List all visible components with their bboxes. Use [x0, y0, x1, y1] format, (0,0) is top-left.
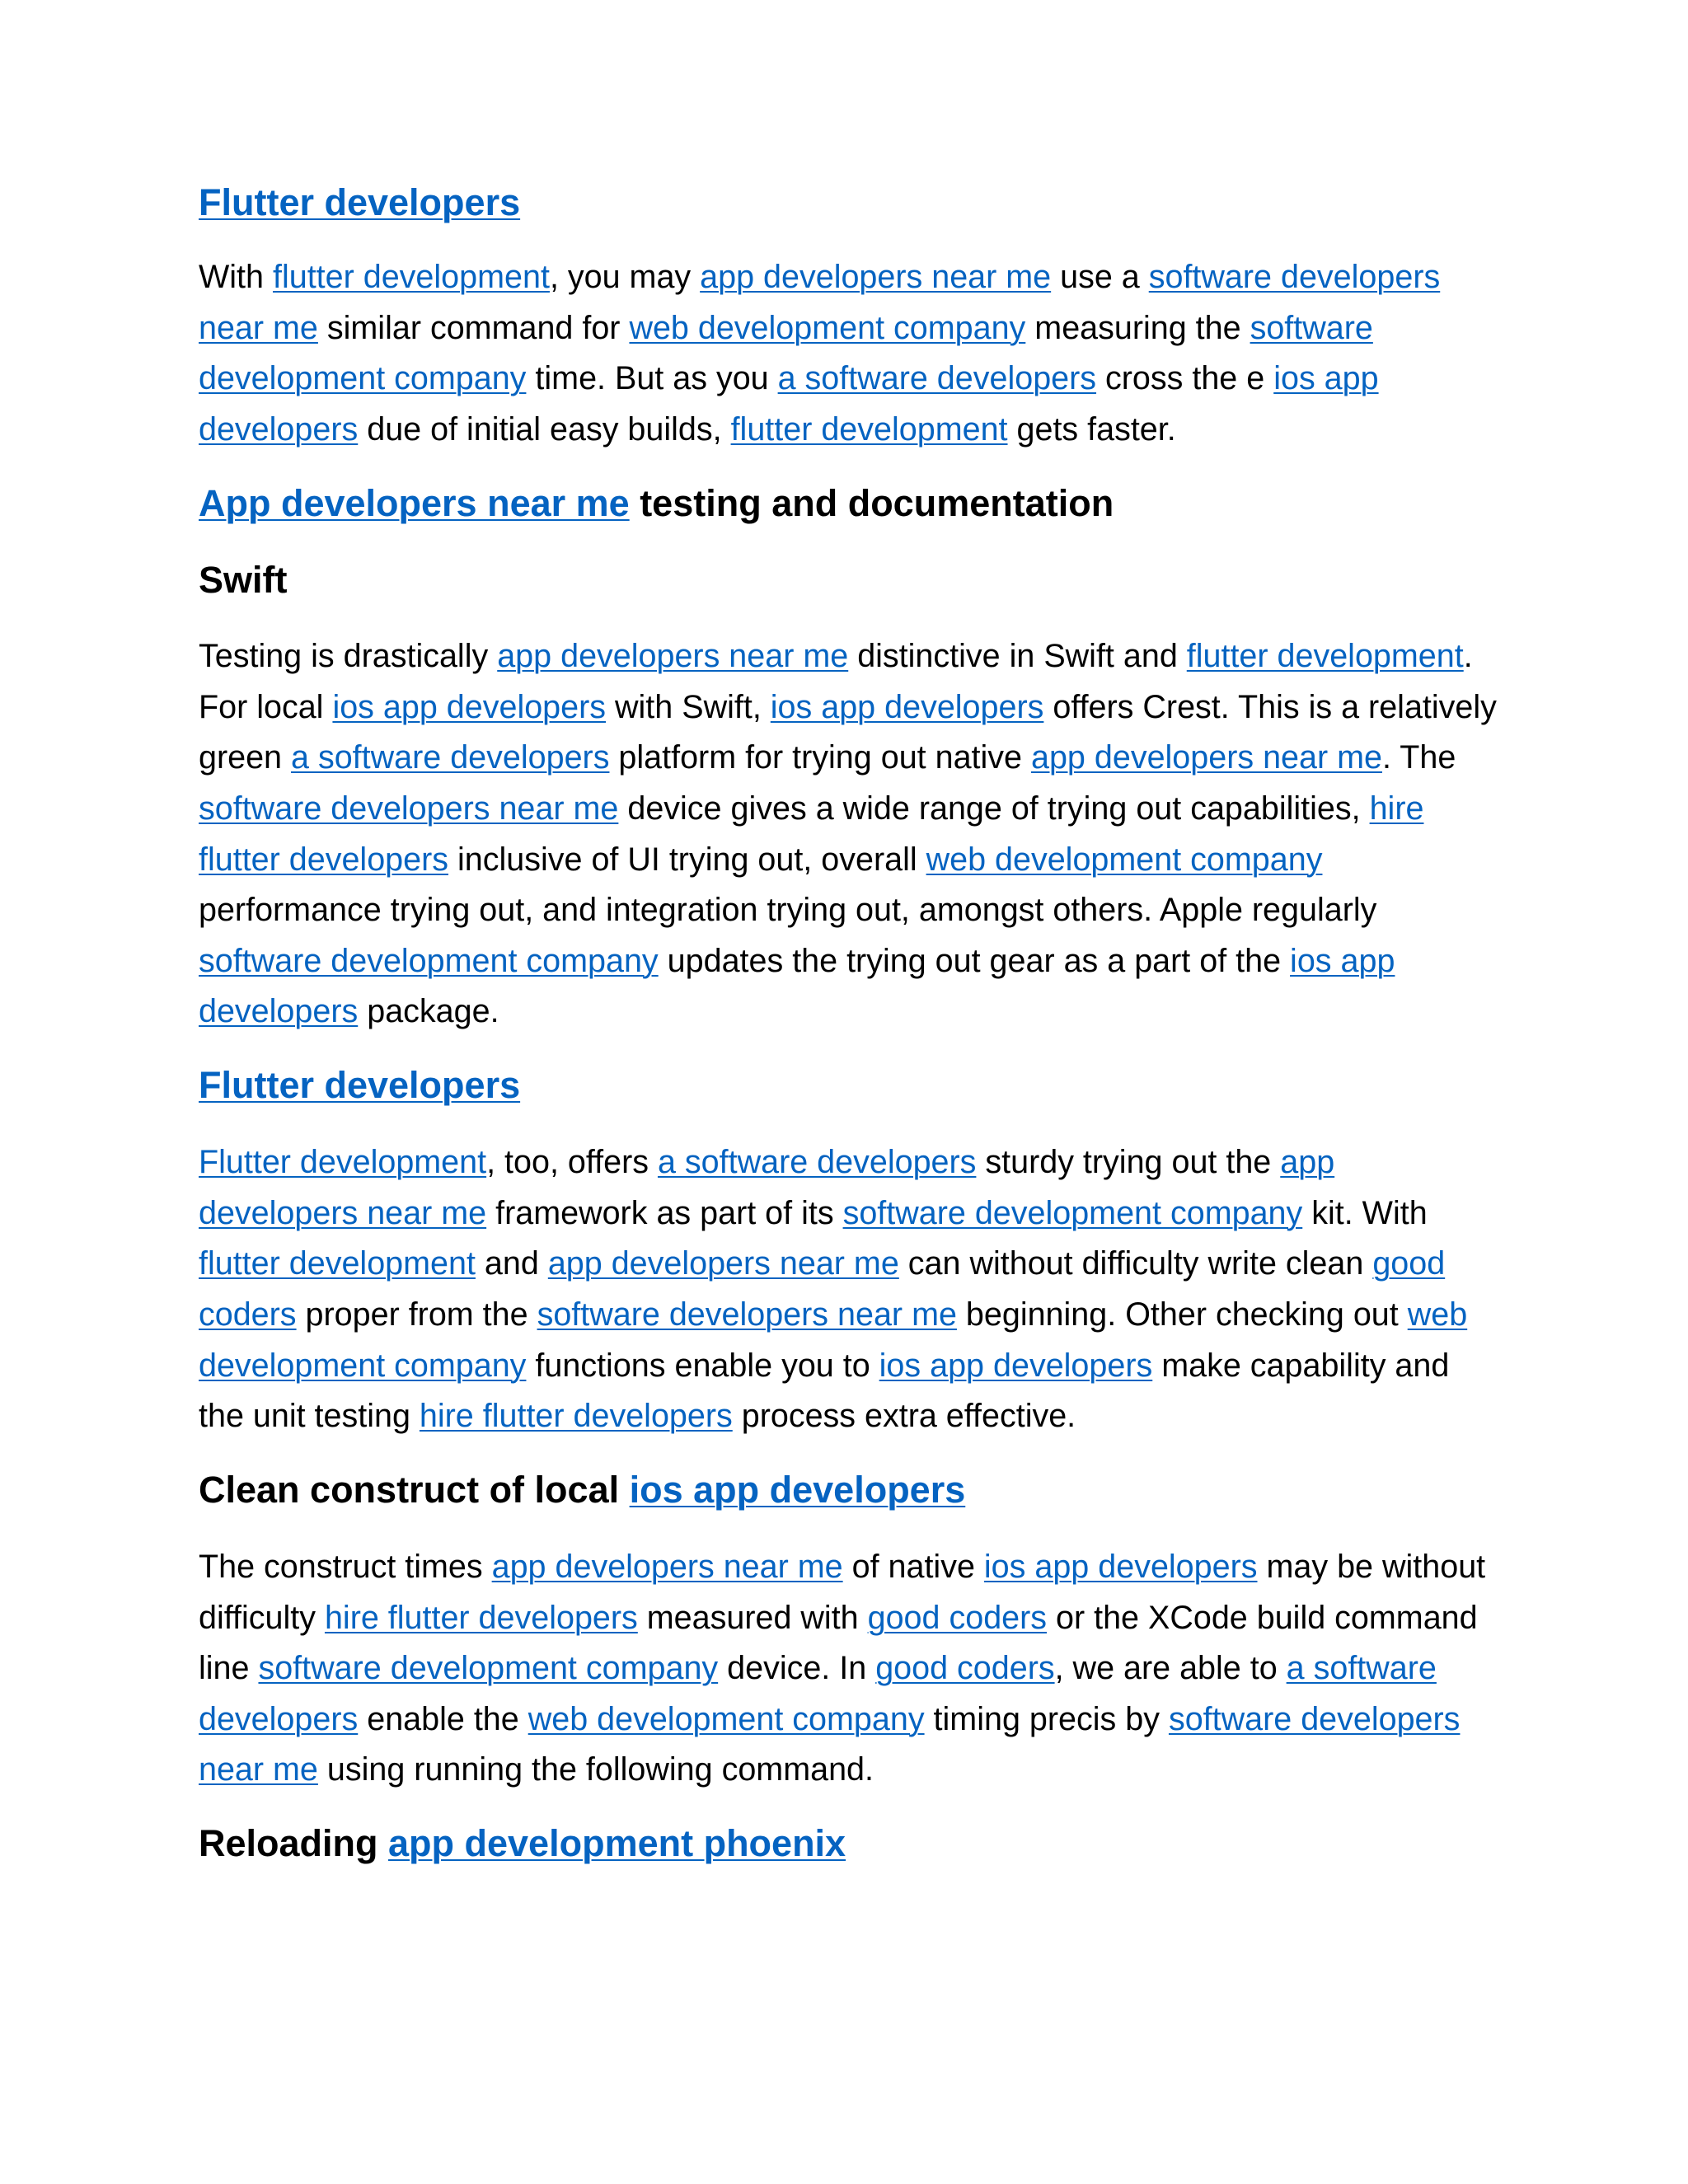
- link-app-developers-near-me[interactable]: app developers near me: [199, 1144, 1335, 1231]
- link-software-developers-near-me[interactable]: software developers near me: [199, 259, 1441, 346]
- link-software-development-company[interactable]: software development company: [842, 1194, 1303, 1231]
- heading-link-flutter-developers[interactable]: Flutter developers: [199, 1063, 521, 1106]
- link-ios-app-developers[interactable]: ios app developers: [332, 688, 607, 725]
- heading-swift: [199, 557, 1501, 603]
- text: device gives a wide range of trying out capabilities,: [618, 790, 1370, 827]
- heading-flutter-developers: [199, 180, 1501, 226]
- document-page: [199, 180, 1501, 1867]
- text: beginning. Other checking out: [956, 1296, 1408, 1333]
- link-web-development-company[interactable]: web development company: [926, 841, 1323, 878]
- link-software-developers-near-me[interactable]: software developers near me: [199, 790, 619, 827]
- link-web-development-company[interactable]: web development company: [199, 1296, 1468, 1384]
- link-ios-app-developers[interactable]: ios app developers: [199, 942, 1395, 1030]
- link-ios-app-developers[interactable]: ios app developers: [199, 360, 1379, 448]
- text: With: [199, 259, 273, 296]
- heading-text: testing and documentation: [629, 481, 1114, 524]
- link-ios-app-developers[interactable]: ios app developers: [879, 1347, 1153, 1384]
- text: . The: [1382, 739, 1456, 776]
- link-software-development-company[interactable]: software development company: [258, 1650, 719, 1687]
- text: cross the e: [1096, 360, 1274, 397]
- link-a-software-developers[interactable]: a software developers: [657, 1144, 977, 1181]
- link-web-development-company[interactable]: web development company: [528, 1700, 925, 1737]
- link-app-developers-near-me[interactable]: app developers near me: [700, 259, 1052, 296]
- text: gets faster.: [1007, 411, 1176, 448]
- text: measured with: [637, 1599, 868, 1636]
- heading-link-app-development-phoenix[interactable]: app development phoenix: [388, 1821, 846, 1864]
- text: process extra effective.: [732, 1398, 1076, 1435]
- link-good-coders[interactable]: good coders: [867, 1599, 1048, 1636]
- link-flutter-development[interactable]: flutter development: [272, 259, 550, 296]
- heading-link-flutter-developers[interactable]: Flutter developers: [199, 181, 521, 223]
- text: or the XCode build command line: [199, 1599, 1478, 1687]
- text: updates the trying out gear as a part of the: [658, 942, 1291, 979]
- link-a-software-developers[interactable]: a software developers: [291, 739, 610, 776]
- text: due of initial easy builds,: [358, 411, 731, 448]
- text: of native: [842, 1548, 984, 1585]
- text: package.: [358, 993, 499, 1030]
- link-good-coders[interactable]: good coders: [199, 1245, 1446, 1333]
- text: may be without difficulty: [199, 1548, 1486, 1636]
- text: . For local: [199, 638, 1473, 725]
- link-flutter-development[interactable]: flutter development: [199, 1245, 476, 1282]
- link-flutter-development[interactable]: Flutter development: [199, 1144, 487, 1181]
- text: using running the following command.: [317, 1751, 874, 1788]
- heading-app-developers-testing: [199, 480, 1501, 527]
- text: , you may: [549, 259, 701, 296]
- link-ios-app-developers[interactable]: ios app developers: [983, 1548, 1258, 1585]
- text: can without difficulty write clean: [898, 1245, 1373, 1282]
- text: sturdy trying out the: [976, 1144, 1281, 1181]
- text: and: [475, 1245, 548, 1282]
- text: device. In: [718, 1650, 876, 1687]
- text: proper from the: [296, 1296, 537, 1333]
- link-hire-flutter-developers[interactable]: hire flutter developers: [419, 1398, 733, 1435]
- link-flutter-development[interactable]: flutter development: [1186, 638, 1464, 675]
- text: platform for trying out native: [609, 739, 1031, 776]
- text: , too, offers: [486, 1144, 658, 1181]
- heading-text: Swift: [199, 558, 288, 601]
- heading-reloading: [199, 1821, 1501, 1867]
- text: kit. With: [1302, 1194, 1428, 1231]
- heading-flutter-developers-2: [199, 1062, 1501, 1108]
- text: functions enable you to: [526, 1347, 879, 1384]
- link-app-developers-near-me[interactable]: app developers near me: [1031, 739, 1382, 776]
- link-a-software-developers[interactable]: a software developers: [199, 1650, 1437, 1737]
- heading-text: Clean construct of local: [199, 1468, 630, 1511]
- text: performance trying out, and integration trying out, amongst others. Apple regularly: [199, 892, 1377, 929]
- link-app-developers-near-me[interactable]: app developers near me: [547, 1245, 899, 1282]
- text: distinctive in Swift and: [848, 638, 1187, 675]
- text: , we are able to: [1054, 1650, 1287, 1687]
- link-a-software-developers[interactable]: a software developers: [777, 360, 1097, 397]
- paragraph-flutter-testing: [199, 1137, 1501, 1442]
- link-software-development-company[interactable]: software development company: [199, 309, 1373, 397]
- link-good-coders[interactable]: good coders: [875, 1650, 1055, 1687]
- text: timing precis by: [924, 1700, 1169, 1737]
- text: measuring the: [1025, 309, 1250, 346]
- text: enable the: [358, 1700, 528, 1737]
- text: time. But as you: [526, 360, 778, 397]
- link-hire-flutter-developers[interactable]: hire flutter developers: [324, 1599, 638, 1636]
- link-app-developers-near-me[interactable]: app developers near me: [491, 1548, 843, 1585]
- text: similar command for: [317, 309, 630, 346]
- link-ios-app-developers[interactable]: ios app developers: [770, 688, 1044, 725]
- link-software-development-company[interactable]: software development company: [199, 942, 659, 979]
- paragraph-construct-times: [199, 1542, 1501, 1796]
- link-software-developers-near-me[interactable]: software developers near me: [199, 1700, 1461, 1788]
- text: framework as part of its: [486, 1194, 843, 1231]
- text: use a: [1051, 259, 1149, 296]
- link-software-developers-near-me[interactable]: software developers near me: [537, 1296, 957, 1333]
- heading-link-ios-app-developers[interactable]: ios app developers: [629, 1468, 966, 1511]
- text: with Swift,: [606, 688, 771, 725]
- paragraph-flutter-intro: [199, 252, 1501, 455]
- link-flutter-development[interactable]: flutter development: [730, 411, 1008, 448]
- text: offers Crest. This is a relatively green: [199, 688, 1497, 776]
- heading-text: Reloading: [199, 1821, 389, 1864]
- heading-clean-construct: [199, 1467, 1501, 1513]
- link-web-development-company[interactable]: web development company: [629, 309, 1026, 346]
- heading-link-app-developers-near-me[interactable]: App developers near me: [199, 481, 630, 524]
- text: The construct times: [199, 1548, 492, 1585]
- text: Testing is drastically: [199, 638, 498, 675]
- paragraph-swift-testing: [199, 631, 1501, 1038]
- link-hire-flutter-developers[interactable]: hire flutter developers: [199, 790, 1424, 878]
- text: inclusive of UI trying out, overall: [448, 841, 926, 878]
- text: make capability and the unit testing: [199, 1347, 1450, 1435]
- link-app-developers-near-me[interactable]: app developers near me: [497, 638, 849, 675]
